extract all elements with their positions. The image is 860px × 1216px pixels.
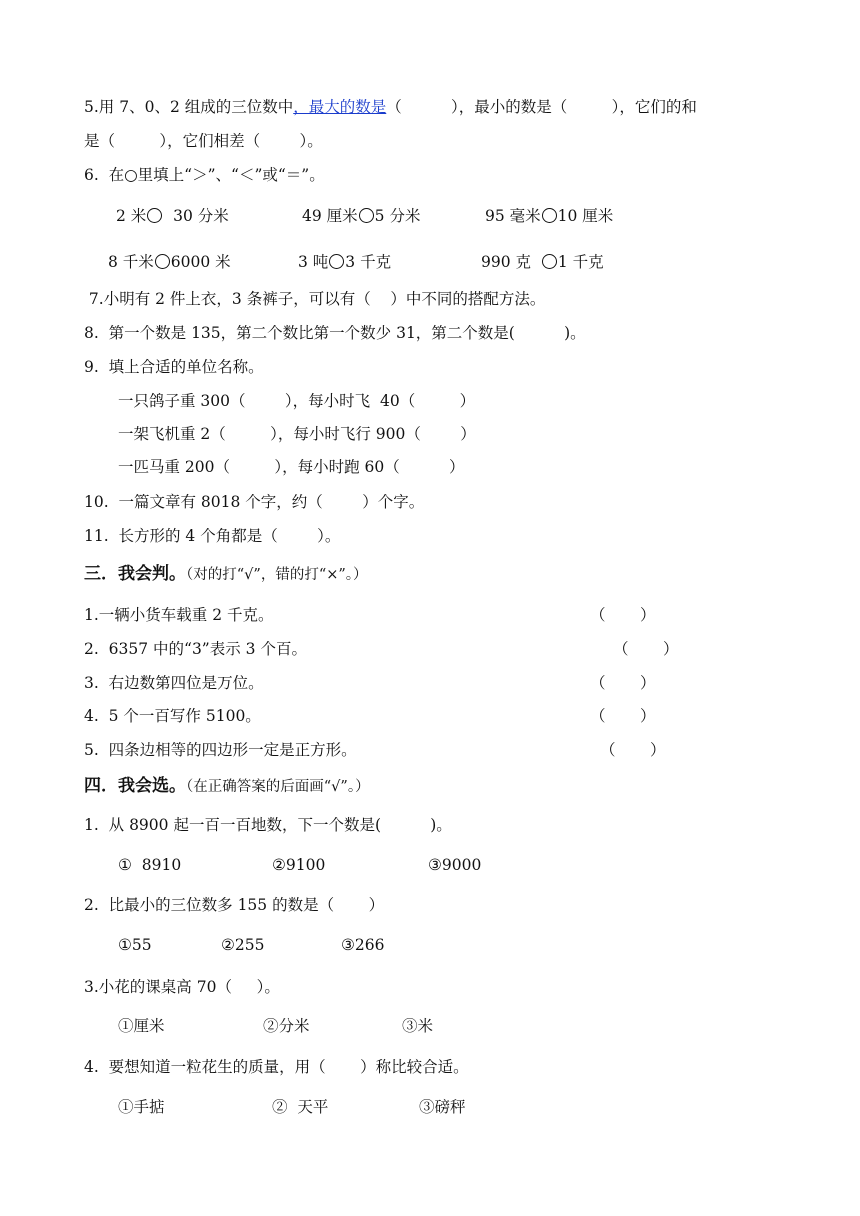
choice-option[interactable]: ② 天平 <box>272 1098 329 1116</box>
q9-line3: 一匹马重 200（ ），每小时跑 60（ ） <box>118 458 465 476</box>
judge-answer-blank[interactable]: （ ） <box>613 640 679 658</box>
q6-r2-c2 <box>298 252 391 272</box>
q9-line1: 一只鸽子重 300（ ），每小时飞 40（ ） <box>118 392 476 410</box>
choice-option[interactable]: ②9100 <box>272 856 326 874</box>
judge-answer-blank[interactable]: （ ） <box>590 606 656 624</box>
q6-r1-c2-right: 5 分米 <box>374 207 421 225</box>
compare-circle-icon[interactable] <box>147 208 162 223</box>
choice-q3-stem: 3.小花的课桌高 70（ ）。 <box>84 978 280 996</box>
choice-option[interactable]: ①厘米 <box>118 1017 165 1035</box>
q6-r1-c3-left: 95 毫米 <box>485 207 541 225</box>
judge-answer-blank[interactable]: （ ） <box>590 707 656 725</box>
q6-r1-c3 <box>485 206 613 226</box>
q6-r2-c2-left: 3 吨 <box>298 253 329 271</box>
compare-circle-icon[interactable] <box>359 208 374 223</box>
section4-title: 四．我会选。 <box>84 776 186 796</box>
section3-note: （对的打“√”，错的打“×”。） <box>186 567 368 583</box>
q6-title: 6. 在○里填上“＞”、“＜”或“＝”。 <box>84 166 325 184</box>
q6-r2-c2-right: 3 千克 <box>345 253 392 271</box>
compare-circle-icon[interactable] <box>329 254 344 269</box>
q5-line1 <box>84 97 697 117</box>
q7: 7.小明有 2 件上衣，3 条裤子，可以有（ ）中不同的搭配方法。 <box>84 290 546 308</box>
q6-r2-c1-right: 6000 米 <box>170 253 231 271</box>
q8: 8. 第一个数是 135，第二个数比第一个数少 31，第二个数是( )。 <box>84 324 586 342</box>
q6-r2-c3-right: 1 千克 <box>557 253 604 271</box>
judge-answer-blank[interactable]: （ ） <box>600 741 666 759</box>
choice-option[interactable]: ③磅秤 <box>419 1098 466 1116</box>
q6-r1-c1 <box>116 206 229 226</box>
choice-option[interactable]: ①55 <box>118 936 152 954</box>
judge-item: 5. 四条边相等的四边形一定是正方形。 <box>84 741 357 759</box>
choice-q4-stem: 4. 要想知道一粒花生的质量，用（ ）称比较合适。 <box>84 1058 469 1076</box>
choice-option[interactable]: ①手掂 <box>118 1098 165 1116</box>
choice-option[interactable]: ③266 <box>341 936 385 954</box>
q6-r2-c3 <box>481 252 604 272</box>
q6-r2-c1-left: 8 千米 <box>108 253 154 271</box>
q5-text-a: 5.用 7、0、2 组成的三位数中 <box>84 98 294 116</box>
judge-item: 3. 右边数第四位是万位。 <box>84 674 264 692</box>
q6-r1-c3-right: 10 厘米 <box>557 207 614 225</box>
q6-r1-c2-left: 49 厘米 <box>302 207 358 225</box>
judge-answer-blank[interactable]: （ ） <box>590 674 656 692</box>
compare-circle-icon[interactable] <box>542 254 557 269</box>
q6-r2-c3-left: 990 克 <box>481 253 541 271</box>
q6-r1-c1-right: 30 分米 <box>163 207 229 225</box>
q5-link[interactable]: ，最大的数是 <box>293 98 387 116</box>
choice-option[interactable]: ②分米 <box>263 1017 310 1035</box>
compare-circle-icon[interactable] <box>542 208 557 223</box>
choice-option[interactable]: ②255 <box>221 936 265 954</box>
q6-r1-c2 <box>302 206 420 226</box>
q6-r2-c1 <box>108 252 231 272</box>
q11: 11. 长方形的 4 个角都是（ ）。 <box>84 527 341 545</box>
judge-item: 2. 6357 中的“3”表示 3 个百。 <box>84 640 307 658</box>
choice-q1-stem: 1. 从 8900 起一百一百地数，下一个数是( )。 <box>84 816 452 834</box>
section4-note: （在正确答案的后面画“√”。） <box>186 779 370 795</box>
section3-title: 三．我会判。 <box>84 564 186 584</box>
q5-text-b: （ ），最小的数是（ ），它们的和 <box>386 98 697 116</box>
section4-header <box>84 776 370 797</box>
judge-item: 1.一辆小货车载重 2 千克。 <box>84 606 274 624</box>
choice-option[interactable]: ③米 <box>402 1017 434 1035</box>
q10: 10. 一篇文章有 8018 个字，约（ ）个字。 <box>84 493 425 511</box>
section3-header <box>84 564 368 585</box>
choice-option[interactable]: ① 8910 <box>118 856 182 874</box>
compare-circle-icon[interactable] <box>155 254 170 269</box>
judge-item: 4. 5 个一百写作 5100。 <box>84 707 261 725</box>
q6-r1-c1-left: 2 米 <box>116 207 147 225</box>
q5-line2: 是（ ），它们相差（ ）。 <box>84 132 323 150</box>
choice-q2-stem: 2. 比最小的三位数多 155 的数是（ ） <box>84 896 385 914</box>
q9-title: 9. 填上合适的单位名称。 <box>84 358 264 376</box>
q9-line2: 一架飞机重 2（ ），每小时飞行 900（ ） <box>118 425 476 443</box>
choice-option[interactable]: ③9000 <box>428 856 482 874</box>
